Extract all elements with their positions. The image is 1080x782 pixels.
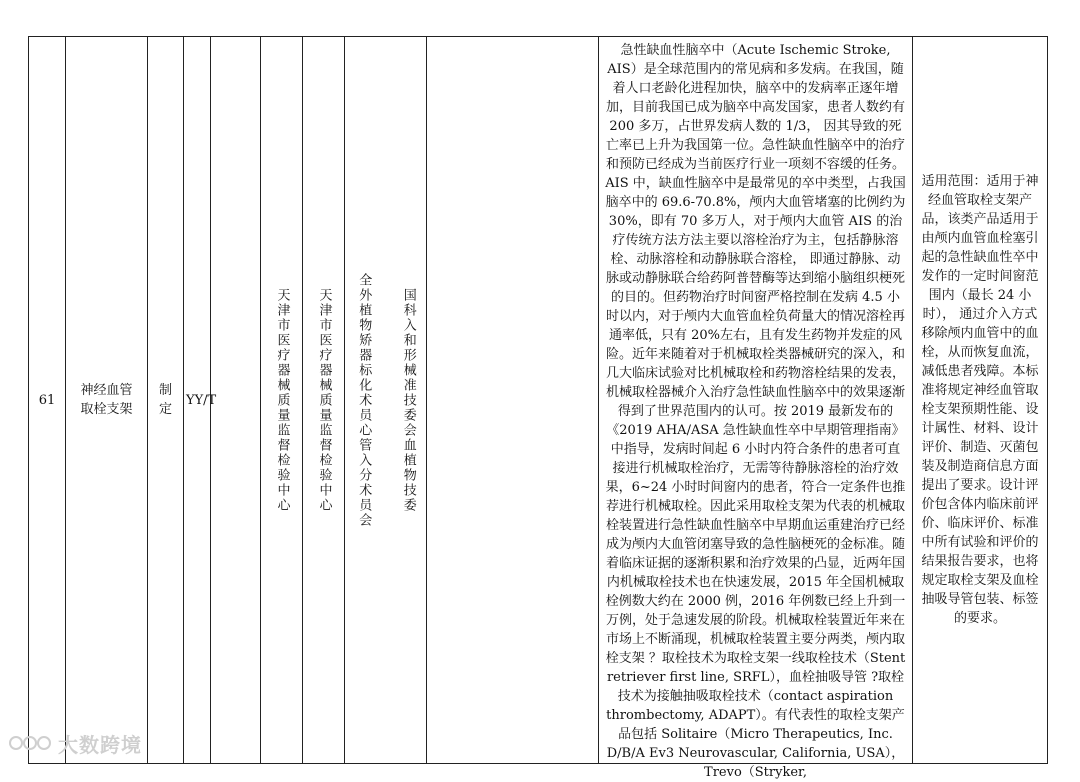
committee-column-left: 全外植物矫器标化术员心管入分术员会 [356,272,372,528]
drafter: 天津市医疗器械质量监督检验中心 [316,287,332,513]
scope-text: 适用范围：适用于神经血管取栓支架产品，该类产品适用于由颅内血管血栓塞引起的急性缺血性卒中发作的一定时间窗范围内（最长 24 小时）， 通过介入方式移除颅内血管中的血栓，从而恢复血流，减低患者残障。本标准将规定神经血管取栓支架预期性能、设计属性、材料、设计评价、制造、灭菌包装及制造商信息方面提出了要求。设计评价包含体内临床前评价、临床评价、标准中所有试验和评价的结果报告要求，也将规定取栓支架及血栓抽吸导管包装、标签的要求。 [921,174,1039,626]
standard-type: YY/T [184,37,211,764]
watermark [8,728,142,758]
description-cell [599,37,913,780]
committee-column-right: 国科入和形械准技委会血植物技委 [400,287,416,513]
committee-cell [345,37,427,764]
drafter-cell [303,37,345,764]
empty-cell [427,37,599,764]
row-index: 61 [29,37,66,764]
watermark-text: 大数跨境 [58,732,142,757]
table-row [29,37,1048,764]
watermark-logo-icon [8,732,52,754]
standards-table [28,36,1048,780]
project-category: 制定 [148,37,184,764]
product-name: 神经血管取栓支架 [66,37,148,764]
scope-cell [913,37,1048,764]
project-description: 急性缺血性脑卒中（Acute Ischemic Stroke, AIS）是全球范围内的常见病和多发病。在我国，随着人口老龄化进程加快，脑卒中的发病率正逐年增加，目前我国已成为脑卒中高发国家，患者人数约有 200 多万，占世界发病人数的 1/3， 因其导致的死亡率已上升为我国第一位。急性缺血性脑卒中的治疗和预防已经成为当前医疗行业一项刻不容缓的任务。AIS 中，缺血性脑卒中是最常见的卒中类型，占我国脑卒中的 69.6-70.8%，颅内大血管堵塞的比例约为 30%，即有 70 多万人，对于颅内大血管 AIS 的治疗传统方法方法主要以溶栓治疗为主，包括静脉溶栓、动脉溶栓和动静脉联合溶栓， 即通过静脉、动脉或动静脉联合给药阿普替酶等达到缩小脑组织梗死的目的。但药物治疗时间窗严格控制在发病 4.5 小时以内，对于颅内大血管血栓负荷量大的情况溶栓再通率低，只有 20%左右，且有发生药物并发症的风险。近年来随着对于机械取栓类器械研究的深入，和几大临床试验对比机械取栓和药物溶栓结果的发表，机械取栓器械介入治疗急性缺血性脑卒中的效果逐渐得到了世界范围内的认可。按 2019 最新发布的《2019 AHA/ASA 急性缺血性卒中早期管理指南》中指导，发病时间起 6 小时内符合条件的患者可直接进行机械取栓治疗，无需等待静脉溶栓的治疗效果，6~24 小时时间窗内的患者，符合一定条件也推荐进行机械取栓。因此采用取栓支架为代表的机械取栓装置进行急性缺血性脑卒中早期血运重建治疗已经成为颅内大血管闭塞导致的急性脑梗死的金标准。随着临床证据的逐渐积累和治疗效果的凸显，近两年国内机械取栓技术也在快速发展，2015 年全国机械取栓例数大约在 2000 例，2016 年例数已经上升到一万例，处于急速发展的阶段。机械取栓装置近年来在市场上不断涌现，机械取栓装置主要分两类，颅内取栓支架 ？取栓技术为取栓支架一线取栓技术（Stent retriever first line, SRFL），血栓抽吸导管 ?取栓技术为接触抽吸取栓技术（contact aspiration thrombectomy, ADAPT）。有代表性的取栓支架产品包括 Solitaire（Micro Therapeutics, Inc. D/B/A Ev3 Neurovascular, California, USA）， Trevo（Stryker, [605,43,906,780]
proposer: 天津市医疗器械质量监督检验中心 [274,287,290,513]
empty-cell [211,37,261,764]
proposer-cell [261,37,303,764]
